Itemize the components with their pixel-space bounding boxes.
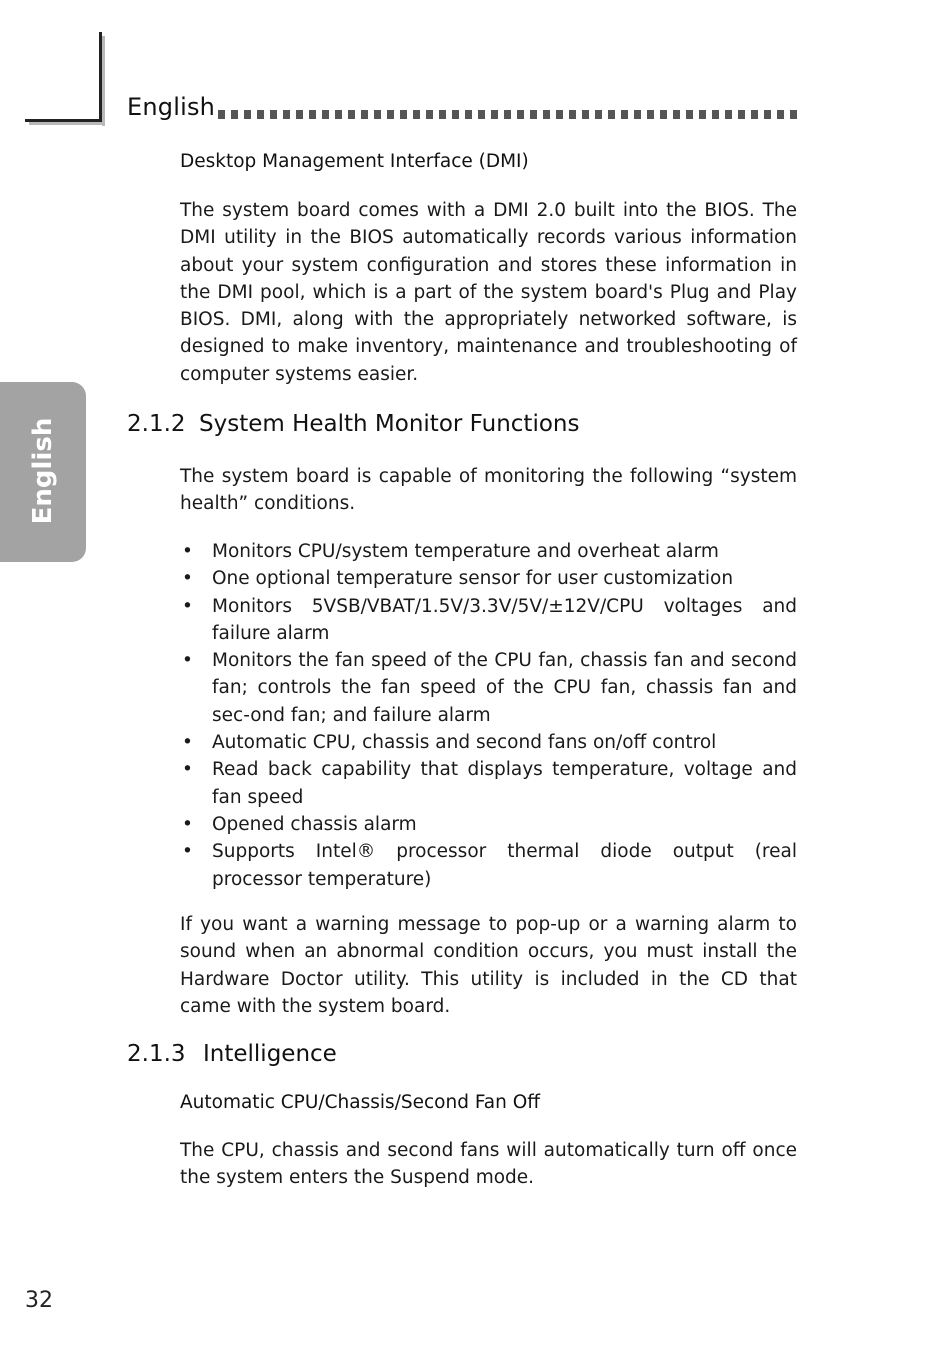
- corner-mark: [25, 119, 102, 122]
- list-item: • Opened chassis alarm: [182, 813, 417, 835]
- section-212-heading: [127, 411, 579, 437]
- section-title: System Health Monitor Functions: [199, 411, 580, 437]
- section-213-subheading: Automatic CPU/Chassis/Second Fan Off: [180, 1092, 541, 1113]
- section-number: 2.1.2: [127, 411, 186, 437]
- list-item: • Monitors 5VSB/VBAT/1.5V/3.3V/5V/±12V/CPU voltages and failure alarm: [182, 595, 797, 644]
- corner-mark: [99, 32, 102, 122]
- section-title: Intelligence: [203, 1041, 337, 1067]
- section-212-intro: The system board is capable of monitoring the following “system health” conditions.: [180, 466, 797, 515]
- language-side-tab-label: English: [28, 417, 58, 525]
- dmi-heading: Desktop Management Interface (DMI): [180, 151, 529, 172]
- running-header-title: English: [127, 93, 216, 121]
- list-item: • Monitors CPU/system temperature and overheat alarm: [182, 541, 719, 562]
- section-212-outro: If you want a warning message to pop-up or a warning alarm to sound when an abnormal condition occurs, you must install the Hardware Doctor utility. This utility is included in the CD that came with the system board.: [180, 914, 797, 1017]
- list-item: • Monitors the fan speed of the CPU fan, chassis fan and second fan; controls the fan speed of the CPU fan, chassis fan and sec-ond fan; and failure alarm: [182, 650, 797, 726]
- dmi-paragraph: The system board comes with a DMI 2.0 built into the BIOS. The DMI utility in the BIOS automatically records various information about your system configuration and stores these information in the DMI pool, which is a part of the system board's Plug and Play BIOS. DMI, along with the appropriately networked software, is designed to make inventory, maintenance and troubleshooting of computer systems easier.: [180, 200, 797, 385]
- page-number: 32: [25, 1288, 53, 1313]
- health-monitor-list: [180, 538, 797, 893]
- header-dotted-rule: [218, 110, 798, 119]
- section-213-heading: [127, 1041, 337, 1067]
- list-item: • Read back capability that displays temperature, voltage and fan speed: [182, 759, 797, 808]
- corner-mark-shadow: [102, 36, 105, 126]
- section-number: 2.1.3: [127, 1041, 186, 1067]
- corner-mark-shadow: [29, 122, 105, 125]
- list-item: • One optional temperature sensor for user customization: [182, 568, 734, 590]
- section-213-paragraph: The CPU, chassis and second fans will automatically turn off once the system enters the Suspend mode.: [180, 1140, 797, 1189]
- list-item: • Automatic CPU, chassis and second fans on/off control: [182, 732, 717, 754]
- list-item: • Supports Intel® processor thermal diode output (real processor temperature): [182, 841, 797, 890]
